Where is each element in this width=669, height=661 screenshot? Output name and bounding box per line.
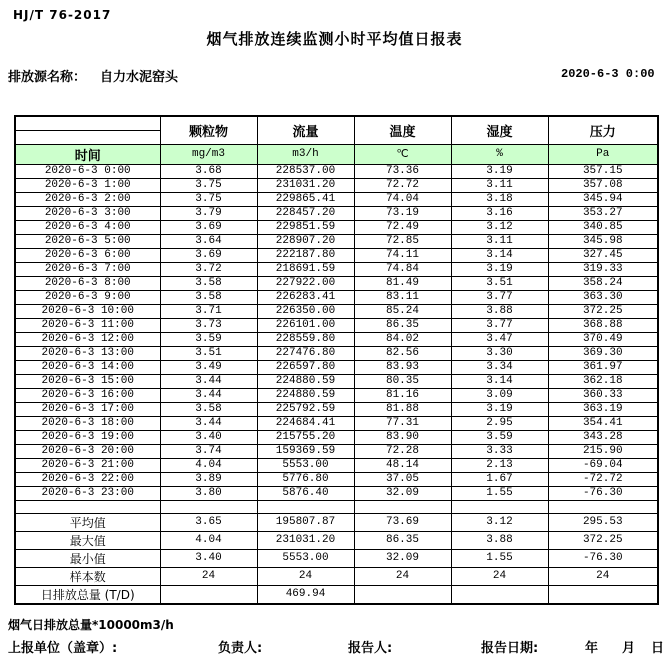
table-row (15, 458, 658, 472)
summary-row (15, 567, 658, 585)
row-value: 228559.80 (257, 332, 354, 346)
header-blank-cell-bottom (15, 130, 160, 144)
row-value: 3.58 (160, 276, 257, 290)
row-value: 357.15 (548, 164, 658, 178)
row-value: 357.08 (548, 178, 658, 192)
summary-label: 最大值 (15, 531, 160, 549)
row-value: 370.49 (548, 332, 658, 346)
row-value: 3.44 (160, 388, 257, 402)
month-label: 月 (622, 641, 636, 656)
row-value: -72.72 (548, 472, 658, 486)
row-time: 2020-6-3 6:00 (15, 248, 160, 262)
row-time: 2020-6-3 20:00 (15, 444, 160, 458)
column-header-pm: 颗粒物 (160, 116, 257, 144)
row-value: 345.94 (548, 192, 658, 206)
summary-value: 195807.87 (257, 513, 354, 531)
row-value: 362.18 (548, 374, 658, 388)
row-value: 32.09 (354, 486, 451, 500)
summary-value: 24 (257, 567, 354, 585)
row-value: 81.49 (354, 276, 451, 290)
row-value: 77.31 (354, 416, 451, 430)
row-value: 48.14 (354, 458, 451, 472)
table-row (15, 262, 658, 276)
summary-label: 日排放总量 (T/D) (15, 585, 160, 604)
row-value: 224880.59 (257, 374, 354, 388)
row-time: 2020-6-3 1:00 (15, 178, 160, 192)
row-value: 83.93 (354, 360, 451, 374)
row-value: 3.49 (160, 360, 257, 374)
row-value: 3.77 (451, 318, 548, 332)
row-value: 3.79 (160, 206, 257, 220)
summary-value: 4.04 (160, 531, 257, 549)
row-value: 3.51 (451, 276, 548, 290)
row-value: 218691.59 (257, 262, 354, 276)
row-value: 5553.00 (257, 458, 354, 472)
table-row (15, 178, 658, 192)
row-value: 74.11 (354, 248, 451, 262)
summary-value: 24 (451, 567, 548, 585)
summary-value: 73.69 (354, 513, 451, 531)
row-value: 83.11 (354, 290, 451, 304)
table-row (15, 220, 658, 234)
row-value: 72.72 (354, 178, 451, 192)
row-time: 2020-6-3 12:00 (15, 332, 160, 346)
table-row (15, 276, 658, 290)
flow-unit-note: 烟气日排放总量*10000m3/h (8, 618, 174, 632)
row-time: 2020-6-3 3:00 (15, 206, 160, 220)
row-value: 340.85 (548, 220, 658, 234)
row-value: 3.19 (451, 164, 548, 178)
row-value: 227476.80 (257, 346, 354, 360)
row-value: 3.68 (160, 164, 257, 178)
table-row (15, 192, 658, 206)
row-value: 3.16 (451, 206, 548, 220)
time-column-header: 时间 (15, 144, 160, 164)
row-time: 2020-6-3 13:00 (15, 346, 160, 360)
row-value: 3.14 (451, 374, 548, 388)
row-value: 319.33 (548, 262, 658, 276)
column-header-pressure: 压力 (548, 116, 658, 144)
row-time: 2020-6-3 8:00 (15, 276, 160, 290)
row-time: 2020-6-3 7:00 (15, 262, 160, 276)
row-value: 215755.20 (257, 430, 354, 444)
summary-value: 231031.20 (257, 531, 354, 549)
row-value: 3.77 (451, 290, 548, 304)
row-value: 228537.00 (257, 164, 354, 178)
unit-temperature: ℃ (354, 144, 451, 164)
row-value: 3.80 (160, 486, 257, 500)
row-value: 327.45 (548, 248, 658, 262)
column-header-flow: 流量 (257, 116, 354, 144)
summary-value: 24 (548, 567, 658, 585)
row-value: 372.25 (548, 304, 658, 318)
table-row (15, 318, 658, 332)
row-value: 1.55 (451, 486, 548, 500)
table-row (15, 402, 658, 416)
row-value: 3.69 (160, 248, 257, 262)
row-value: 83.90 (354, 430, 451, 444)
row-value: 231031.20 (257, 178, 354, 192)
row-value: 159369.59 (257, 444, 354, 458)
row-time: 2020-6-3 19:00 (15, 430, 160, 444)
report-date-label: 报告日期: (481, 641, 539, 656)
summary-value: 3.12 (451, 513, 548, 531)
summary-row (15, 585, 658, 604)
row-value: 3.18 (451, 192, 548, 206)
row-value: 3.72 (160, 262, 257, 276)
summary-value: 3.88 (451, 531, 548, 549)
row-value: 369.30 (548, 346, 658, 360)
summary-value: 3.65 (160, 513, 257, 531)
row-value: 3.11 (451, 178, 548, 192)
report-unit-label: 上报单位（盖章）: (8, 641, 118, 656)
emission-source-label: 排放源名称： (8, 70, 87, 85)
page-title: 烟气排放连续监测小时平均值日报表 (206, 30, 463, 48)
row-value: 363.30 (548, 290, 658, 304)
row-value: 3.40 (160, 430, 257, 444)
row-value: 3.51 (160, 346, 257, 360)
monitoring-table (14, 115, 659, 605)
reporter-label: 报告人: (348, 641, 393, 656)
row-value: 3.58 (160, 290, 257, 304)
row-value: 226350.00 (257, 304, 354, 318)
summary-value: 1.55 (451, 549, 548, 567)
row-value: 3.58 (160, 402, 257, 416)
day-label: 日 (651, 641, 665, 656)
row-value: 3.19 (451, 402, 548, 416)
unit-pm: mg/m3 (160, 144, 257, 164)
row-value: 353.27 (548, 206, 658, 220)
table-row (15, 360, 658, 374)
summary-value: 24 (160, 567, 257, 585)
row-value: 2.95 (451, 416, 548, 430)
table-row (15, 304, 658, 318)
unit-flow: m3/h (257, 144, 354, 164)
row-value: 226597.80 (257, 360, 354, 374)
row-value: 5776.80 (257, 472, 354, 486)
row-value: 3.47 (451, 332, 548, 346)
row-value: 3.09 (451, 388, 548, 402)
row-time: 2020-6-3 10:00 (15, 304, 160, 318)
row-value: 354.41 (548, 416, 658, 430)
row-value: 3.44 (160, 416, 257, 430)
table-row (15, 374, 658, 388)
row-value: 73.19 (354, 206, 451, 220)
table-row (15, 444, 658, 458)
table-row (15, 346, 658, 360)
manager-label: 负责人: (218, 641, 263, 656)
report-datetime: 2020-6-3 0:00 (561, 67, 655, 81)
row-time: 2020-6-3 11:00 (15, 318, 160, 332)
row-time: 2020-6-3 14:00 (15, 360, 160, 374)
row-time: 2020-6-3 5:00 (15, 234, 160, 248)
row-value: 3.64 (160, 234, 257, 248)
table-row (15, 416, 658, 430)
row-time: 2020-6-3 9:00 (15, 290, 160, 304)
summary-label: 平均值 (15, 513, 160, 531)
row-value: 3.59 (160, 332, 257, 346)
row-value: 3.69 (160, 220, 257, 234)
row-value: 227922.00 (257, 276, 354, 290)
row-value: 81.16 (354, 388, 451, 402)
column-header-temperature: 温度 (354, 116, 451, 144)
row-value: 363.19 (548, 402, 658, 416)
row-value: 86.35 (354, 318, 451, 332)
row-value: 72.85 (354, 234, 451, 248)
emission-source-line (8, 66, 178, 85)
row-value: 345.98 (548, 234, 658, 248)
spacer-row (15, 500, 658, 513)
summary-value: 469.94 (257, 585, 354, 604)
table-row (15, 388, 658, 402)
summary-value (160, 585, 257, 604)
table-row (15, 164, 658, 178)
row-value: 73.36 (354, 164, 451, 178)
row-value: 3.33 (451, 444, 548, 458)
row-value: 3.73 (160, 318, 257, 332)
table-row (15, 332, 658, 346)
row-value: -76.30 (548, 486, 658, 500)
row-value: 361.97 (548, 360, 658, 374)
row-value: 81.88 (354, 402, 451, 416)
summary-value: 295.53 (548, 513, 658, 531)
row-value: 368.88 (548, 318, 658, 332)
row-value: 2.13 (451, 458, 548, 472)
row-value: 3.11 (451, 234, 548, 248)
row-time: 2020-6-3 0:00 (15, 164, 160, 178)
row-time: 2020-6-3 18:00 (15, 416, 160, 430)
row-value: 224880.59 (257, 388, 354, 402)
row-value: 360.33 (548, 388, 658, 402)
table-row (15, 248, 658, 262)
header-row-names (15, 116, 658, 130)
row-value: 3.74 (160, 444, 257, 458)
standard-number: HJ/T 76-2017 (13, 8, 112, 22)
row-time: 2020-6-3 2:00 (15, 192, 160, 206)
row-value: 224684.41 (257, 416, 354, 430)
row-value: 5876.40 (257, 486, 354, 500)
row-time: 2020-6-3 23:00 (15, 486, 160, 500)
table-row (15, 486, 658, 500)
summary-value: 5553.00 (257, 549, 354, 567)
row-value: 343.28 (548, 430, 658, 444)
summary-value: 24 (354, 567, 451, 585)
unit-humidity: % (451, 144, 548, 164)
row-value: 228457.20 (257, 206, 354, 220)
row-value: 80.35 (354, 374, 451, 388)
summary-label: 最小值 (15, 549, 160, 567)
summary-value (354, 585, 451, 604)
row-value: 3.71 (160, 304, 257, 318)
row-value: 358.24 (548, 276, 658, 290)
table-row (15, 472, 658, 486)
table-row (15, 290, 658, 304)
row-value: 1.67 (451, 472, 548, 486)
summary-label: 样本数 (15, 567, 160, 585)
units-row (15, 144, 658, 164)
row-value: 4.04 (160, 458, 257, 472)
summary-row (15, 513, 658, 531)
row-time: 2020-6-3 21:00 (15, 458, 160, 472)
row-value: 3.75 (160, 192, 257, 206)
summary-value: 372.25 (548, 531, 658, 549)
row-time: 2020-6-3 16:00 (15, 388, 160, 402)
row-value: 3.19 (451, 262, 548, 276)
row-value: 229851.59 (257, 220, 354, 234)
row-time: 2020-6-3 22:00 (15, 472, 160, 486)
summary-value: 3.40 (160, 549, 257, 567)
summary-value (548, 585, 658, 604)
row-time: 2020-6-3 15:00 (15, 374, 160, 388)
summary-row (15, 549, 658, 567)
row-value: -69.04 (548, 458, 658, 472)
row-value: 3.44 (160, 374, 257, 388)
row-value: 74.04 (354, 192, 451, 206)
row-value: 3.30 (451, 346, 548, 360)
summary-value: -76.30 (548, 549, 658, 567)
data-rows (15, 164, 658, 500)
row-value: 226101.00 (257, 318, 354, 332)
summary-rows (15, 500, 658, 604)
row-value: 3.88 (451, 304, 548, 318)
table-row (15, 234, 658, 248)
row-value: 74.84 (354, 262, 451, 276)
row-value: 37.05 (354, 472, 451, 486)
table-row (15, 430, 658, 444)
row-value: 3.14 (451, 248, 548, 262)
summary-value (451, 585, 548, 604)
row-value: 3.75 (160, 178, 257, 192)
row-value: 226283.41 (257, 290, 354, 304)
row-value: 225792.59 (257, 402, 354, 416)
row-value: 3.34 (451, 360, 548, 374)
header-blank-cell-top (15, 116, 160, 130)
summary-value: 86.35 (354, 531, 451, 549)
row-value: 3.59 (451, 430, 548, 444)
row-value: 222187.80 (257, 248, 354, 262)
row-value: 85.24 (354, 304, 451, 318)
row-value: 3.12 (451, 220, 548, 234)
row-value: 215.90 (548, 444, 658, 458)
row-value: 84.02 (354, 332, 451, 346)
emission-source-name: 自力水泥窑头 (100, 70, 179, 85)
row-value: 228907.20 (257, 234, 354, 248)
row-time: 2020-6-3 4:00 (15, 220, 160, 234)
row-value: 3.89 (160, 472, 257, 486)
summary-value: 32.09 (354, 549, 451, 567)
row-value: 72.28 (354, 444, 451, 458)
row-time: 2020-6-3 17:00 (15, 402, 160, 416)
row-value: 82.56 (354, 346, 451, 360)
year-label: 年 (585, 641, 599, 656)
table-row (15, 206, 658, 220)
column-header-humidity: 湿度 (451, 116, 548, 144)
summary-row (15, 531, 658, 549)
row-value: 72.49 (354, 220, 451, 234)
row-value: 229865.41 (257, 192, 354, 206)
unit-pressure: Pa (548, 144, 658, 164)
